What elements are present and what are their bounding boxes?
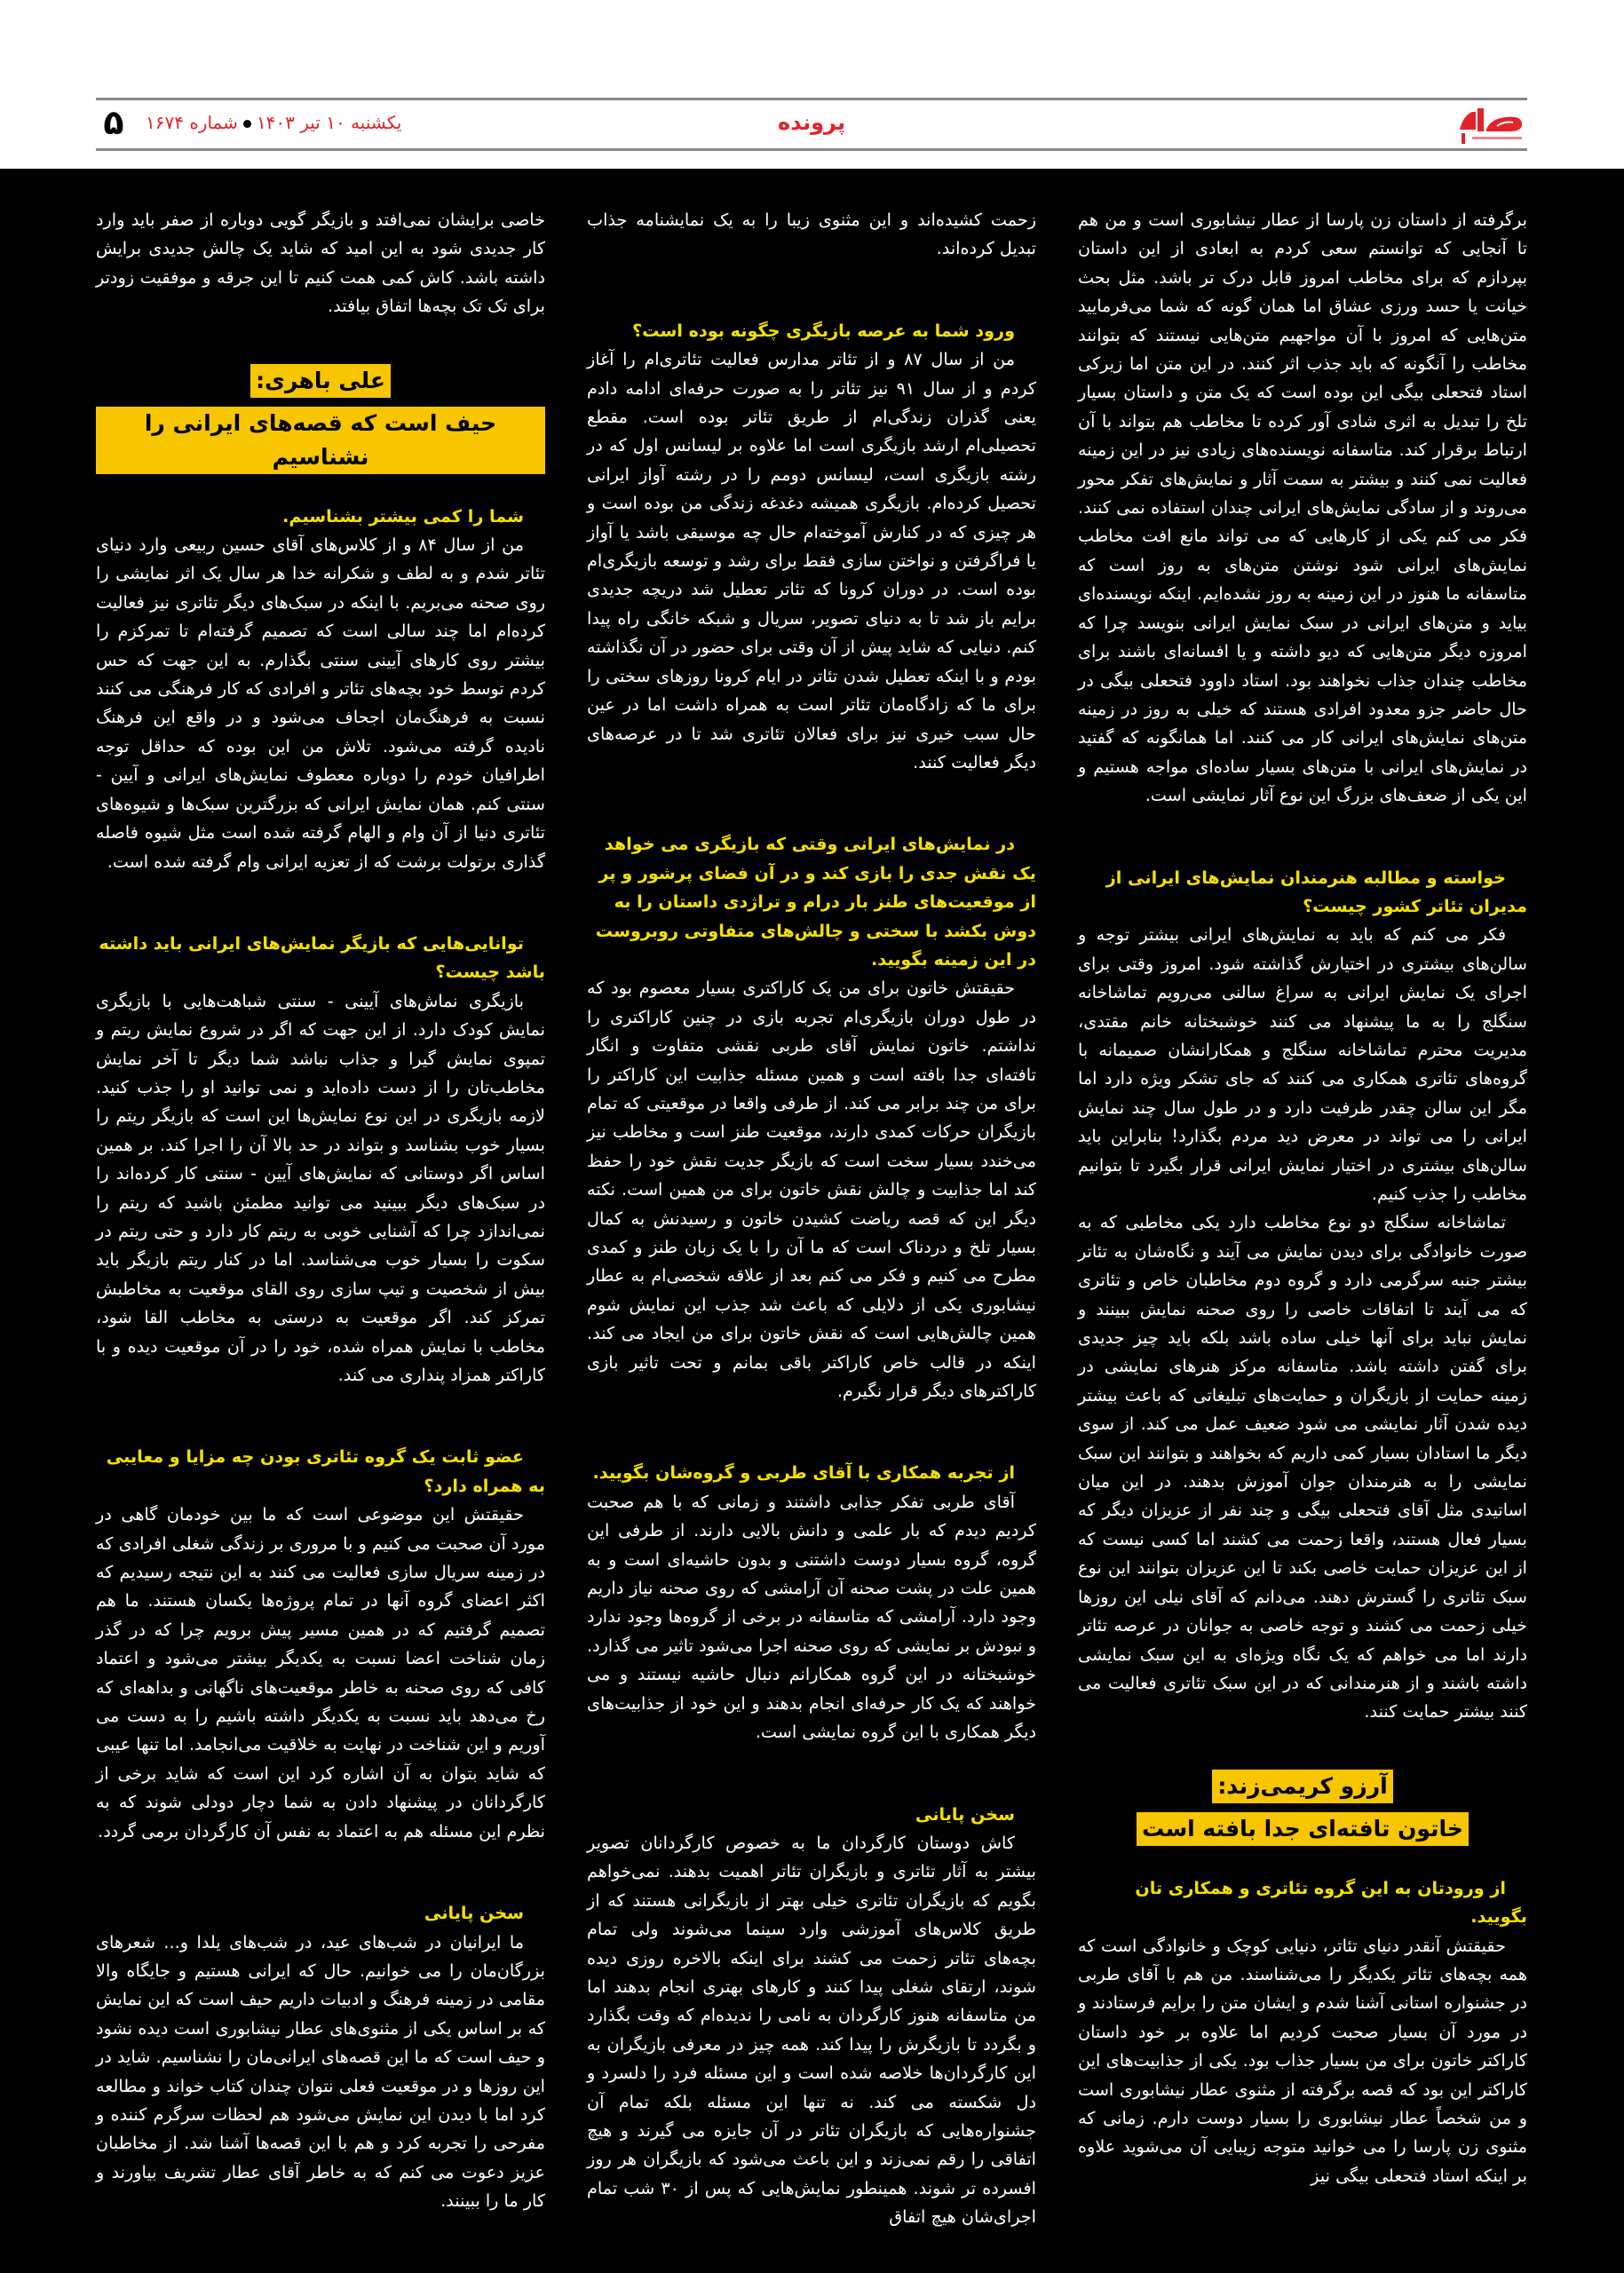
column-middle: [587, 206, 1036, 2228]
paragraph: کاش دوستان کارگردان ما به خصوص کارگردانان تصویر بیشتر به آثار تئاتری و بازیگران تئاتر اهمیت بدهند. نمی‌خواهم بگویم که بازیگران تئاتری خیلی بهتر از بازیگرانی هستند که از طریق کلاس‌های آموزشی وارد سینما می‌شوند ولی تمام بچه‌های تئاتر زحمت می کشند برای اینکه بالاخره روزی دیده شوند، ارتقای شغلی پیدا کنند و کارهای بهتری انجام بدهند اما من متاسفانه هنوز کارگردان به نامی را ندیده‌ام که وقت بگذارد و بگردد تا بازیگرش را پیدا کند. همه چیز در معرفی بازیگران به این کارگردان‌ها خلاصه شده است و این مسئله فرد را دلسرد و دل شکسته می کند. نه تنها این مسئله بلکه تمام آن جشنواره‌هایی که بازیگران تئاتر در آن جایزه می گیرند و هیچ اتفاقی را رقم نمی‌زند و این باعث می‌شود که بازیگران هر روز افسرده تر شوند. همینطور نمایش‌هایی که پس از ۳۰ شب تمام اجرای‌شان هیچ اتفاق: [587, 1832, 1036, 2228]
headline-quote: خاتون تافته‌ای جدا بافته است: [1137, 1812, 1469, 1846]
issue-number: شماره ۱۶۷۴: [146, 112, 238, 133]
paragraph: بازیگری نماش‌های آیینی - سنتی شباهت‌هایی با بازیگری نمایش کودک دارد. از این جهت که اگر در شروع نمایش ریتم و تمپوی نمایش گیرا و جذاب نباشد شما دیگر تا آخر نمایش مخاطب‌تان را از دست داده‌اید و نمی توانید او را جذب کنید. لازمه بازیگری در این نوع نمایش‌ها این است که بازیگر ریتم را بسیار خوب بشناسد و بتواند در حد بالا آن را اجرا کند. بر همین اساس اگر دوستانی که نمایش‌های آیین - سنتی کار کرده‌اند را در سبک‌های دیگر ببینید می توانید مطمئن باشید که ریتم را نمی‌اندازد چرا که آشنایی خوبی به ریتم کار دارد و حتی ریتم در سکوت را بسیار خوب می‌شناسد. اما در کنار ریتم بازیگر باید بیش از شخصیت و تیپ سازی روی القای موقعیت به مخاطبش تمرکز کند. اگر موقعیت به درستی به مخاطب القا شود، مخاطب با نمایش همراه شده، خود را در آن موقعیت دیده و با کاراکتر همزاد پنداری می کند.: [96, 990, 545, 1385]
paragraph: تماشاخانه سنگلج دو نوع مخاطب دارد یکی مخاطبی که به صورت خانوادگی برای دیدن نمایش می آیند و نگاه‌شان به تئاتر بیشتر جنبه سرگرمی دارد و گروه دوم مخاطبان خاص و تئاتری که می آیند تا اتفاقات خاصی را روی صحنه نمایش ببینند و نمایش نباید برای آنها خیلی ساده باشد بلکه باید چیز جدیدی برای گفتن داشته باشد. متاسفانه مرکز هنرهای نمایشی در زمینه حمایت از بازیگران و حمایت‌های تبلیغاتی که باعث بیشتر دیده شدن آثار نمایشی می شود ضعیف عمل می کند. از سوی دیگر ما استادان بسیار کمی داریم که بخواهند و بتوانند این سبک نمایشی را به هنرمندان جوان آموزش بدهند. در این میان اساتیدی مثل آقای فتحعلی بیگی و چند نفر از عزیزان دیگر که بسیار فعال هستند، واقعا زحمت می کشند اما کسی نیست که از این عزیزان حمایت خاصی بکند تا این عزیزان بتوانند این نوع سبک تئاتری را گسترش دهند. می‌دانم که آقای نیلی این روزها خیلی زحمت می کشند و توجه خاصی به جوانان در عرصه تئاتر دارند اما می خواهم که یک نگاه ویژه‌ای به این سبک نمایشی داشته باشند و از هنرمندانی که در این سبک تئاتری فعالیت می کنند بیشتر حمایت کنند.: [1078, 1212, 1527, 1723]
page-header: [96, 101, 1527, 147]
interview-question: از ورودتان به این گروه تئاتری و همکاری تان بگویید.: [1135, 1877, 1527, 1928]
paragraph: من از سال ۸۷ و از تئاتر مدارس فعالیت تئاتری‌ام را آغاز کردم و از سال ۹۱ نیز تئاتر را به صورت حرفه‌ای ادامه دادم یعنی گذران زندگی‌ام از طریق تئاتر بوده است. مقطع تحصیلی‌ام ارشد بازیگری است اما علاوه بر لیسانس اول که در رشته بازیگری است، لیسانس دومم را در رشته آواز ایرانی تحصیل کرده‌ام. بازیگری همیشه دغدغه زندگی من بوده است و هر چیزی که در کنارش آموخته‌ام حال چه موسیقی باشد یا آواز یا فراگرفتن و نواختن سازی فقط برای رشد و توسعه بازیگری‌ام بوده است. در دوران کرونا که تئاتر تعطیل شد دریچه جدیدی برایم باز شد تا به دنیای تصویر، سریال و شبکه خانگی راه پیدا کنم. دنیایی که شاید پیش از آن وقتی برای حضور در آن نگذاشته بودم و با اینکه تعطیل شدن تئاتر در ایام کرونا روزهای سختی را برای ما که زادگاه‌مان تئاتر است به همراه داشت اما در عین حال سبب خیری نیز برای فعالان تئاتری شد تا در عرصه‌های دیگر فعالیت کنند.: [587, 349, 1036, 772]
interview-question: سخن پایانی: [915, 1803, 1015, 1825]
interview-question: خواسته و مطالبه هنرمندان نمایش‌های ایرانی از مدیران تئاتر کشور چیست؟: [1105, 867, 1527, 916]
interview-question: سخن پایانی: [424, 1903, 524, 1924]
article-body: [96, 206, 1527, 2228]
interview-question: در نمایش‌های ایرانی وقتی که بازیگری می خواهد یک نقش جدی را بازی کند و در آن فضای پرشور و پر از موقعیت‌های طنز بار درام و تراژدی داستان را به دوش بکشد با سختی و چالش‌های متفاوتی روبروست در این زمینه بگویید.: [595, 834, 1036, 970]
paragraph: حقیقتش این موضوعی است که ما بین خودمان گاهی در مورد آن صحبت می کنیم و با مروری بر زندگی شغلی افرادی که در زمینه سریال سازی فعالیت می کنند به این نتیجه رسیدیم که اکثر اعضای گروه آنها در تمام پروژه‌ها یکسان هستند. ما هم تصمیم گرفتیم که در همین مسیر پیش برویم چرا که در گذر زمان شناخت اعضا نسبت به یکدیگر بیشتر می‌شود و اعتماد کافی که روی صحنه به خاطر موقعیت‌های ناگهانی و بداهه‌ای که رخ می‌دهد باید نسبت به یکدیگر داشته باشیم را به دست می آوریم و این شناخت در نهایت به خلاقیت می‌انجامد. اما تنها عیبی که شاید بتوان به آن اشاره کرد این است که شاید برخی از کارگردانان در پیشنهاد دادن به شما دچار دودلی شوند که به نظرم این مسئله هم به اعتماد به نفس آن کارگردان برمی گردد.: [96, 1504, 545, 1841]
interview-question: ورود شما به عرصه بازیگری چگونه بوده است؟: [632, 320, 1015, 341]
headline-quote: حیف است که قصه‌های ایرانی را نشناسیم: [96, 407, 545, 474]
page-number: ۵: [103, 103, 124, 142]
interviewee-name: علی باهری:: [250, 364, 391, 398]
header-rule-top: [96, 98, 1527, 100]
interview-question: توانایی‌هایی که بازیگر نمایش‌های ایرانی باید داشته باشد چیست؟: [99, 932, 545, 983]
paragraph: خاصی برایشان نمی‌افتد و بازیگر گویی دوباره از صفر باید وارد کار جدیدی شود به این امید که شاید یک چالش جدیدی برایش داشته باشد. کاش کمی همت کنیم تا این جرقه و موفقیت زودتر برای تک تک بچه‌ها اتفاق بیافتد.: [96, 210, 545, 317]
interview-headline: [1078, 1766, 1527, 1849]
paragraph: ما ایرانیان در شب‌های عید، در شب‌های یلدا و... شعرهای بزرگان‌مان را می خوانیم. حال که ایرانی هستیم و جایگاه والا مقامی در زمینه فرهنگ و ادبیات داریم حیف است که این نمایش که بر اساس یکی از مثنوی‌های عطار نیشابوری است دیده نشود و حیف است که ما این قصه‌های ایرانی‌مان را نشناسیم. شاید در این روزها و در موقعیت فعلی نتوان چندان کتاب خواند و مطالعه کرد اما با دیدن این نمایش می‌شود هم لحظات سرگرم کننده و مفرحی را تجربه کرد و هم با این قصه‌ها آشنا شد. از مخاطبان عزیز دعوت می کنم که به خاطر آقای عطار تشریف بیاورند و کار ما را ببینند.: [96, 1931, 545, 2212]
interview-question: شما را کمی بیشتر بشناسیم.: [282, 505, 524, 527]
paragraph: زحمت کشیده‌اند و این مثنوی زیبا را به یک نمایشنامه جذاب تبدیل کرده‌اند.: [587, 210, 1036, 259]
bullet-icon: [243, 120, 251, 128]
paragraph: حقیقتش آنقدر دنیای تئاتر، دنیایی کوچک و خانوادگی است که همه بچه‌های تئاتر یکدیگر را می‌شناسند. من هم با آقای طربی در جشنواره استانی آشنا شدم و ایشان متن را برایم فرستادند و در مورد آن بسیار صحبت کردیم اما علاوه بر خود داستان کاراکتر خاتون برای من بسیار جذاب بود. یکی از جذابیت‌های این کاراکتر این بود که قصه برگرفته از مثنوی عطار نیشابوری است و من شخصاً عطار نیشابوری را بسیار دوست دارم. زمانی که مثنوی زن پارسا را می خوانید متوجه زیبایی آن می‌شوید علاوه بر اینکه استاد فتحعلی بیگی نیز: [1078, 1935, 1527, 2186]
paragraph: آقای طربی تفکر جذابی داشتند و زمانی که با هم صحبت کردیم دیدم که بار علمی و دانش بالایی دارند. از طرفی این گروه، گروه بسیار دوست داشتنی و بدون حاشیه‌ای است و به همین علت در پشت صحنه آن آرامشی که روی صحنه نیاز داریم وجود دارد. آرامشی که متاسفانه در برخی از گروه‌ها وجود ندارد و نبودش بر نمایشی که روی صحنه اجرا می‌شود تاثیر می گذارد. خوشبختانه در این گروه همکارانم دنبال حاشیه نیستند و می خواهند که یک کار حرفه‌ای انجام بدهند و این خود از جذابیت‌های دیگر همکاری با این گروه نمایشی است.: [587, 1491, 1036, 1743]
paragraph: من از سال ۸۴ و از کلاس‌های آقای حسین ربیعی وارد دنیای تئاتر شدم و به لطف و شکرانه خدا هر سال یک اثر نمایشی را روی صحنه می‌بریم. با اینکه در سبک‌های دیگر تئاتری نیز فعالیت کرده‌ام اما چند سالی است که تصمیم گرفته‌ام تا تمرکزم را بیشتر روی کارهای آیینی سنتی بگذارم. به این جهت که حس کردم توسط خود بچه‌های تئاتر و افرادی که کار فرهنگی می کنند نسبت به فرهنگ‌مان اجحاف می‌شود و در واقع این فرهنگ نادیده گرفته می‌شود. تلاش من این بوده که حداقل توجه اطرافیان خودم را دوباره معطوف نمایش‌های ایرانی و آیین - سنتی کنم. همان نمایش ایرانی که بزرگترین سبک‌ها و شیوه‌های تئاتری دنیا از آن وام و الهام گرفته شده است مثل شیوه فاصله گذاری برتولت برشت که از تعزیه ایرانی وام گرفته شده است.: [96, 535, 545, 872]
section-title: پرونده: [778, 110, 845, 135]
interview-question: از تجربه همکاری با آقای طربی و گروه‌شان بگویید.: [592, 1462, 1015, 1484]
paragraph: حقیقتش خاتون برای من یک کاراکتری بسیار معصوم بود که در طول دوران بازیگری‌ام تجربه بازی در چنین کاراکتری را نداشتم. خاتون نمایش آقای طربی نقشی متفاوت و انگار تافته‌ای جدا بافته است و همین مسئله جذابیت این کاراکتر را برای من چند برابر می کند. از طرفی واقعا در موقعیتی که تمام بازیگران حرکات کمدی دارند، موقعیت طنز است و مخاطب نیز می‌خندد بسیار سخت است که بازیگر جدیت نقش خود را حفظ کند اما جذابیت و چالش نقش خاتون برای من همین است. نکته دیگر این که قصه ریاضت کشیدن خاتون و رسیدنش به کمال بسیار تلخ و دردناک است که ما آن را با یک زبان طنز و کمدی مطرح می کنیم و فکر می کنم بعد از علاقه شخصی‌ام به عطار نیشابوری یکی از دلایلی که باعث شد جذب این نمایش شوم همین چالش‌هایی است که نقش خاتون برای من ایجاد می کند. اینکه در قالب خاص کاراکتر باقی بمانم و تحت تاثیر بازی کاراکترهای دیگر قرار نگیرم.: [587, 978, 1036, 1402]
dateline: [146, 112, 401, 133]
issue-date: یکشنبه ۱۰ تیر ۱۴۰۳: [256, 112, 402, 133]
paragraph: فکر می کنم که باید به نمایش‌های ایرانی بیشتر توجه و سالن‌های بیشتری در اختیارش گذاشته شود. امروز وقتی برای اجرای یک نمایش ایرانی به سراغ سالنی می‌رویم تماشاخانه سنگلج را به ما پیشنهاد می کنند خوشبختانه خانم مقتدی، مدیریت محترم تماشاخانه سنگلج و همکارانشان صمیمانه با گروه‌های تئاتری همکاری می کنند که جای تشکر ویژه دارد اما مگر این سالن چقدر ظرفیت دارد و در طول سال چند نمایش ایرانی را می تواند در معرض دید مردم بگذارد! بنابراین باید سالن‌های بیشتری در اختیار نمایش ایرانی قرار بگیرد تا بتوانیم مخاطب را جذب کنیم.: [1078, 924, 1527, 1204]
header-rule-bottom: [96, 148, 1527, 151]
column-left: [96, 206, 545, 2212]
interview-question: عضو ثابت یک گروه تئاتری بودن چه مزایا و معایبی به همراه دارد؟: [106, 1446, 545, 1496]
paragraph: برگرفته از داستان زن پارسا از عطار نیشابوری است و من هم تا آنجایی که توانستم سعی کردم به ابعادی از این داستان بپردازم که برای مخاطب امروز قابل درک تر باشد. مثل بحث خیانت یا حسد ورزی عشاق اما همان گونه که شما می‌فرمایید متن‌هایی که امروز با آن مواجهیم متن‌هایی نیستند که بتوانند مخاطب را آنگونه که باید جذب اثر کنند. در این متن اما زیرکی استاد فتحعلی بیگی این بوده است که یک متن و داستان بسیار تلخ را تبدیل به اثری شادی آور کرده تا مخاطب هم بتواند با آن ارتباط برقرار کند. متاسفانه نویسنده‌های زیادی نیز در این زمینه فعالیت نمی کنند و بیشتر به سمت آثار و نمایش‌های تفکر محور می‌روند و از سادگی نمایش‌های ایرانی چندان استفاده نمی کنند. فکر می کنم یکی از کارهایی که می تواند مانع افت مخاطب نمایش‌های ایرانی شود نوشتن متن‌های به روز است که متاسفانه ما هنوز در این زمینه به روز نشده‌ایم. اینکه نویسنده‌ای بیاید و متن‌های ایرانی در سبک نمایش ایرانی بنویسد چرا که امروزه دیگر متن‌هایی که دیو داشته و یا افسانه‌ای باشند برای مخاطب چندان جذاب نخواهند بود. استاد داوود فتحعلی بیگی در حال حاضر جزو معدود افرادی هستند که خیلی به روز در زمینه متن‌های نمایش‌های ایرانی کار می کنند. اما همانگونه که گفتید در نمایش‌های ایرانی با متن‌های بسیار ساده‌ای مواجه هستیم و این یکی از ضعف‌های بزرگ این نوع آثار نمایشی است.: [1078, 210, 1527, 806]
interviewee-name: آرزو کریمی‌زند:: [1212, 1770, 1392, 1803]
column-right: [1078, 206, 1527, 2195]
interview-headline: [96, 360, 545, 478]
